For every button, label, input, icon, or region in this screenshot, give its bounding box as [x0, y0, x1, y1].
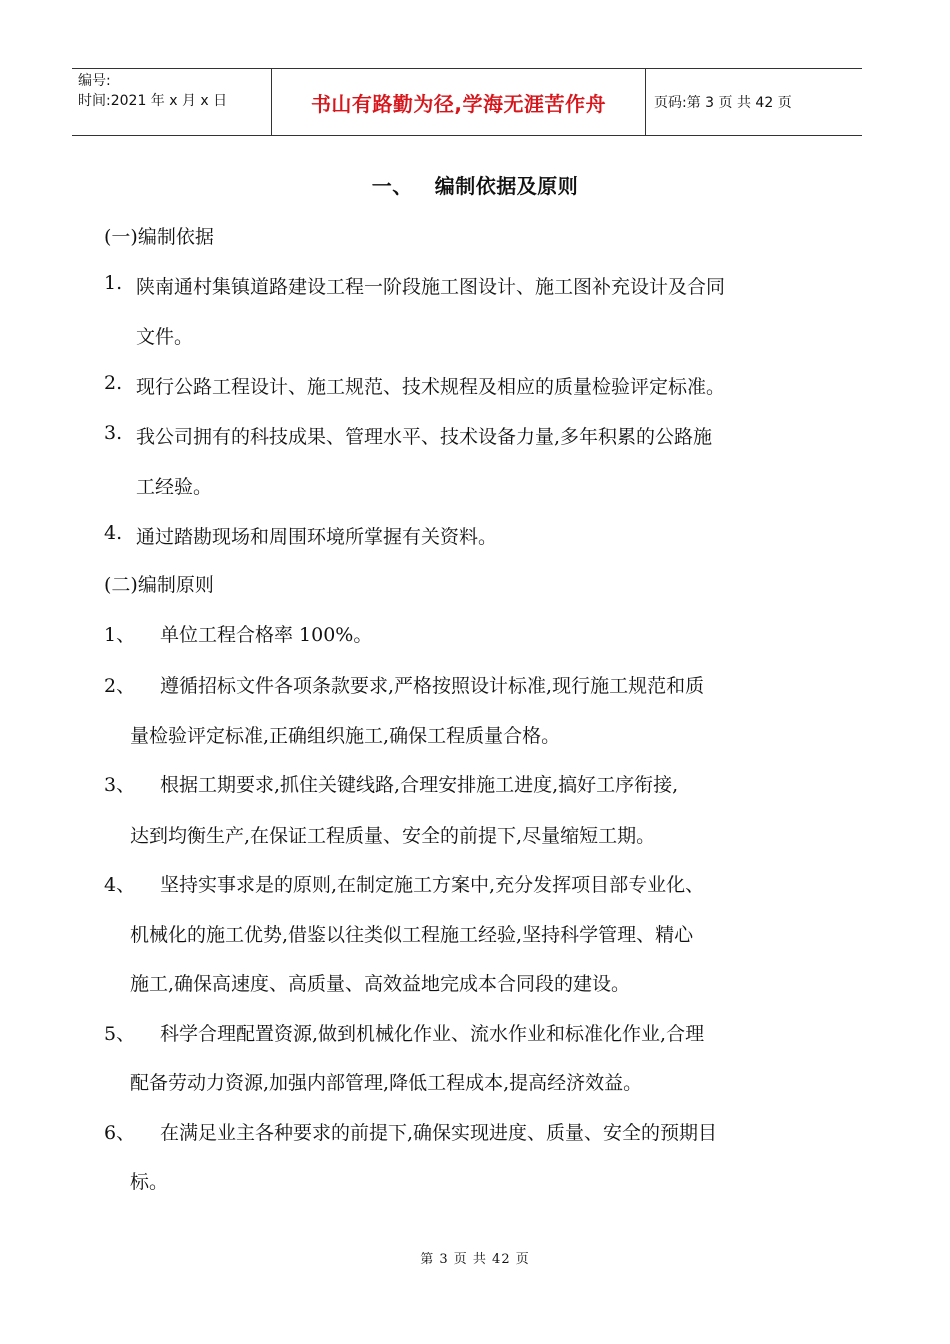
section2-item-3-line-2: 达到均衡生产,在保证工程质量、安全的前提下,尽量缩短工期。: [130, 825, 656, 847]
section2-item-4-line-1: 坚持实事求是的原则,在制定施工方案中,充分发挥项目部专业化、: [160, 874, 705, 896]
section2-item-3-line-1: 根据工期要求,抓住关键线路,合理安排施工进度,搞好工序衔接,: [160, 774, 679, 796]
page-header: [72, 68, 862, 136]
header-page-info: 页码:第 3 页 共 42 页: [654, 95, 792, 111]
section2-item-2-line-1: 遵循招标文件各项条款要求,严格按照设计标准,现行施工规范和质: [160, 675, 705, 697]
section2-item-5-line-1: 科学合理配置资源,做到机械化作业、流水作业和标准化作业,合理: [160, 1023, 705, 1045]
section1-item-4-num: 4.: [104, 522, 123, 544]
section2-item-6-line-1: 在满足业主各种要求的前提下,确保实现进度、质量、安全的预期目: [160, 1122, 718, 1144]
section1-item-1-line-1: 陕南通村集镇道路建设工程一阶段施工图设计、施工图补充设计及合同: [136, 276, 726, 298]
section2-item-1-num: 1、: [104, 624, 136, 646]
section1-heading: (一)编制依据: [104, 226, 214, 248]
header-motto: 书山有路勤为径,学海无涯苦作舟: [272, 69, 646, 135]
section2-item-3-num: 3、: [104, 774, 136, 796]
title-text: 编制依据及原则: [434, 174, 579, 198]
header-meta: [72, 69, 272, 135]
section2-item-5-num: 5、: [104, 1023, 136, 1045]
header-time-label: 时间:2021 年 x 月 x 日: [78, 93, 228, 109]
section2-item-4-line-3: 施工,确保高速度、高质量、高效益地完成本合同段的建设。: [130, 973, 631, 995]
section2-item-1-line-1: 单位工程合格率 100%。: [160, 624, 373, 646]
section1-item-3-num: 3.: [104, 422, 123, 444]
section2-item-4-num: 4、: [104, 874, 136, 896]
section1-item-3-line-1: 我公司拥有的科技成果、管理水平、技术设备力量,多年积累的公路施: [136, 426, 713, 448]
section2-item-6-line-2: 标。: [130, 1171, 169, 1193]
title-number: 一、: [371, 174, 413, 198]
section2-item-5-line-2: 配备劳动力资源,加强内部管理,降低工程成本,提高经济效益。: [130, 1072, 643, 1094]
section1-item-3-line-2: 工经验。: [136, 476, 213, 498]
header-code-label: 编号:: [78, 73, 111, 89]
section2-item-2-num: 2、: [104, 675, 136, 697]
section1-item-1-line-2: 文件。: [136, 326, 194, 348]
section1-item-4-line-1: 通过踏勘现场和周围环境所掌握有关资料。: [136, 526, 498, 548]
section2-heading: (二)编制原则: [104, 574, 214, 596]
section2-item-4-line-2: 机械化的施工优势,借鉴以往类似工程施工经验,坚持科学管理、精心: [130, 924, 694, 946]
section1-item-1-num: 1.: [104, 272, 123, 294]
section2-item-2-line-2: 量检验评定标准,正确组织施工,确保工程质量合格。: [130, 725, 561, 747]
section1-item-2-num: 2.: [104, 372, 123, 394]
section2-item-6-num: 6、: [104, 1122, 136, 1144]
document-title: [0, 170, 950, 199]
section1-item-2-line-1: 现行公路工程设计、施工规范、技术规程及相应的质量检验评定标准。: [136, 376, 726, 398]
page-footer: 第 3 页 共 42 页: [420, 1252, 530, 1267]
